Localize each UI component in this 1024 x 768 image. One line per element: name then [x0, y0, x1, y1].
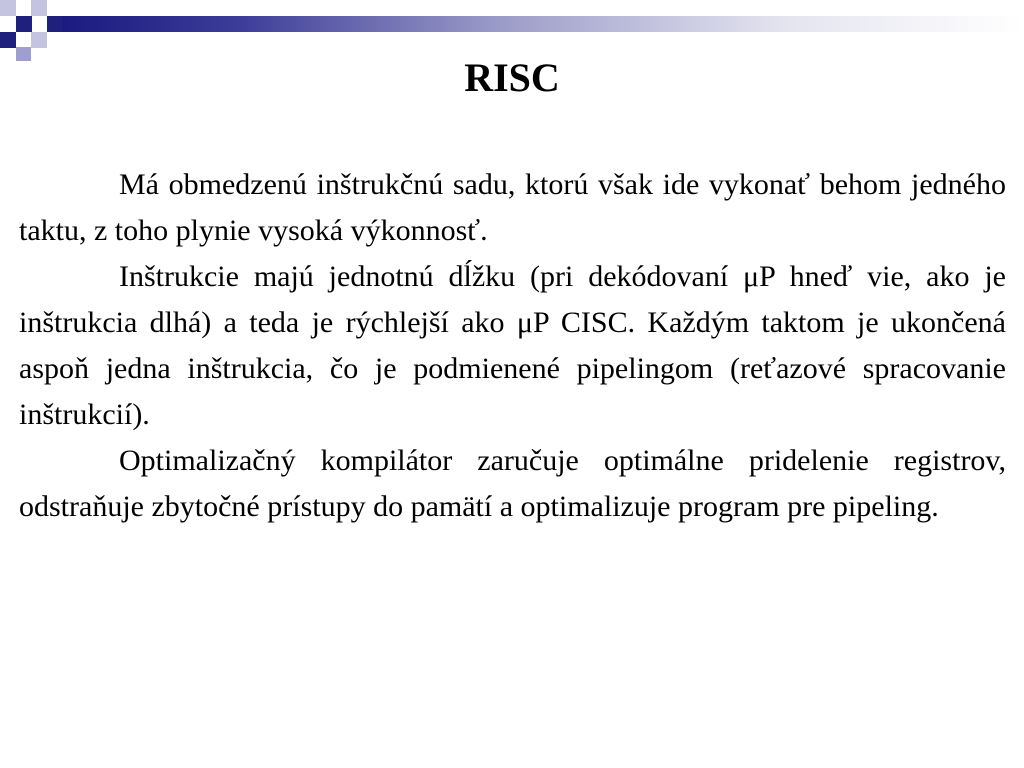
paragraph-2: Inštrukcie majú jednotnú dĺžku (pri dekódovaní μP hneď vie, ako je inštrukcia dlhá) a teda je rýchlejší ako μP CISC. Každým taktom je ukončená aspoň jedna inštrukcia, čo je podmienené pipelingom (reťazové spracovanie inštrukcií). — [19, 260, 1006, 431]
slide-body — [19, 162, 1006, 530]
slide-title: RISC — [464, 55, 560, 100]
decor-square — [31, 32, 47, 48]
paragraph-1: Má obmedzenú inštrukčnú sadu, ktorú však ide vykonať behom jedného taktu, z toho plynie vysoká výkonnosť. — [19, 168, 1006, 247]
decor-square — [16, 16, 32, 32]
header-gradient-bar — [62, 16, 1024, 32]
decor-square — [31, 0, 47, 16]
decor-square — [0, 32, 16, 48]
decor-square — [0, 0, 16, 16]
paragraph-3: Optimalizačný kompilátor zaručuje optimálne pridelenie registrov, odstraňuje zbytočné prístupy do pamätí a optimalizuje program pre pipeling. — [19, 444, 1006, 523]
decor-square — [47, 16, 62, 32]
